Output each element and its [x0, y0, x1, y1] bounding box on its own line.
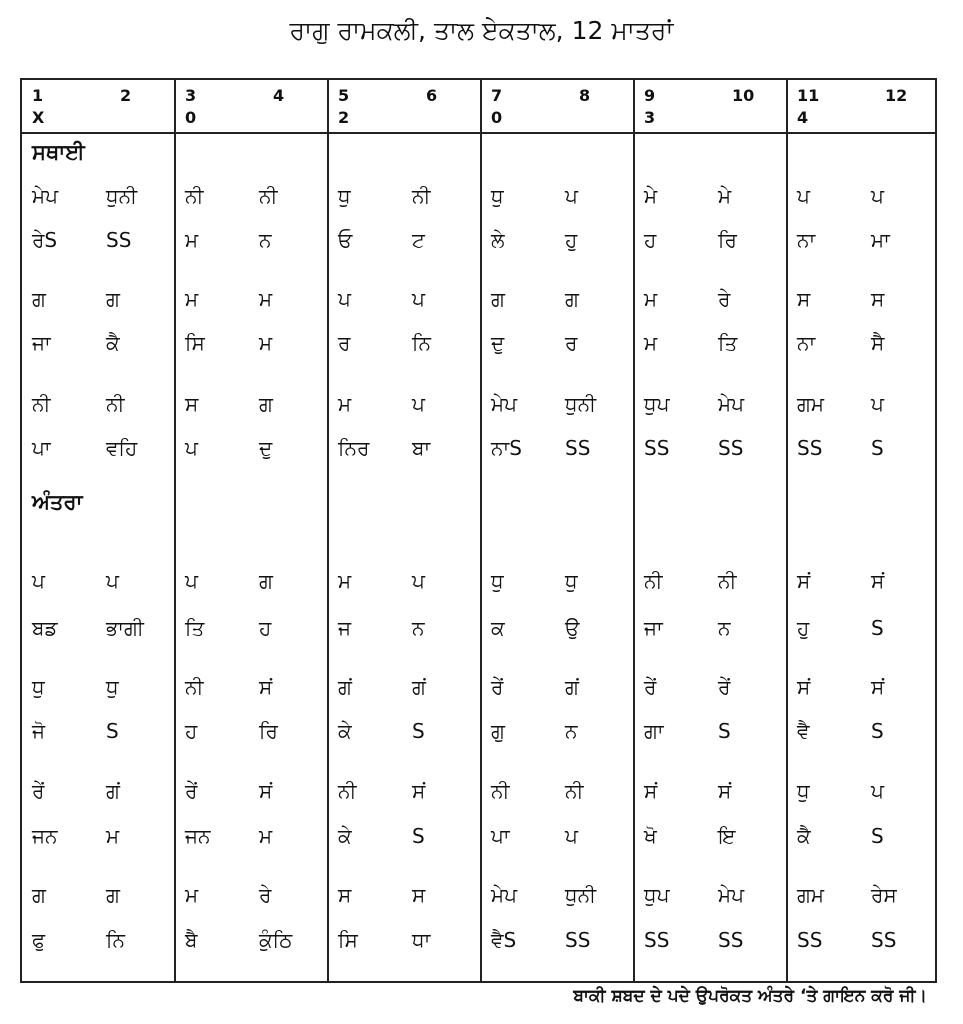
bol-cell: ਨਾ [797, 331, 816, 355]
swar-cell: ਸਂ [644, 779, 658, 803]
swar-cell: ਪ [412, 287, 425, 311]
swar-cell: ਸਂ [718, 779, 732, 803]
bol-cell: ਮ [259, 331, 273, 355]
bol-cell: ਜਨ [185, 824, 211, 848]
bol-cell: ਜਾ [644, 616, 663, 640]
bol-cell: ਨਿ [106, 928, 125, 952]
bol-cell: ਹ [259, 616, 272, 640]
taal-mark: 3 [644, 108, 656, 127]
bol-cell: ਨਾS [491, 436, 522, 460]
swar-cell: ਨੀ [412, 184, 431, 208]
taal-mark: 4 [797, 108, 809, 127]
bol-cell: SS [871, 928, 897, 952]
bol-cell: ਹੁ [797, 616, 810, 640]
bol-cell: ਵੈS [491, 928, 517, 952]
swar-cell: ਗ [491, 287, 505, 311]
swar-cell: ਰੇਂ [491, 675, 504, 699]
beat-number: 2 [120, 86, 132, 105]
swar-cell: ਮੇਪ [491, 392, 518, 416]
taal-mark: 2 [338, 108, 350, 127]
swar-cell: ਸਂ [259, 675, 273, 699]
bol-cell: ਜਾ [32, 331, 51, 355]
section-antra-label: ਅੰਤਰਾ [32, 490, 83, 514]
bol-cell: ਰਿ [718, 228, 737, 252]
bol-cell: ਫੁ [32, 928, 46, 952]
bol-cell: ਨ [259, 228, 272, 252]
swar-cell: ਧੁਨੀ [565, 392, 597, 416]
swar-cell: ਧੁਨੀ [106, 184, 138, 208]
swar-cell: ਗ [32, 287, 46, 311]
bol-cell: ਓ [338, 228, 353, 252]
beat-number: 3 [185, 86, 197, 105]
group-divider [786, 80, 788, 981]
bol-cell: ਕੇ [338, 824, 352, 848]
bol-cell: ਤਿ [185, 616, 205, 640]
swar-cell: ਸ [338, 883, 352, 907]
bol-cell: ਨਿਰ [338, 436, 370, 460]
swar-cell: ਸ [185, 392, 199, 416]
bol-cell: ਰੇS [32, 228, 58, 252]
swar-cell: ਗਮ [797, 392, 825, 416]
swar-cell: ਗਂ [106, 779, 120, 803]
swar-cell: ਨੀ [185, 184, 204, 208]
beat-number: 6 [426, 86, 438, 105]
bol-cell: ਹ [644, 228, 657, 252]
swar-cell: ਪ [32, 569, 45, 593]
bol-cell: ਨ [412, 616, 425, 640]
swar-cell: ਗਮ [797, 883, 825, 907]
swar-cell: ਨੀ [644, 569, 663, 593]
bol-cell: ਦੁ [259, 436, 273, 460]
swar-cell: ਗ [259, 392, 273, 416]
bol-cell: ਕ [491, 616, 505, 640]
swar-cell: ਮੇਪ [32, 184, 59, 208]
swar-cell: ਮ [644, 287, 658, 311]
swar-cell: ਨੀ [185, 675, 204, 699]
bol-cell: ਰਿ [259, 719, 278, 743]
swar-cell: ਗਂ [565, 675, 579, 699]
bol-cell: ਵੈ [797, 719, 810, 743]
swar-cell: ਪ [412, 569, 425, 593]
bol-cell: ਕੈ [106, 331, 120, 355]
swar-cell: ਪ [797, 184, 810, 208]
beat-number: 11 [797, 86, 820, 105]
footer-note: ਬਾਕੀ ਸ਼ਬਦ ਦੇ ਪਦੇ ਉਪਰੋਕਤ ਅੰਤਰੇ ‘ਤੇ ਗਾਇਨ ਕਰੋ ਜੀ। [573, 986, 927, 1006]
swar-cell: ਧੁ [491, 184, 504, 208]
bol-cell: ਇ [718, 824, 736, 848]
swar-cell: ਮੇਪ [491, 883, 518, 907]
swar-cell: ਪ [871, 392, 884, 416]
swar-cell: ਸਂ [797, 569, 811, 593]
bol-cell: ਰ [338, 331, 351, 355]
swar-cell: ਧੁਪ [644, 392, 670, 416]
header-divider [22, 132, 935, 134]
notation-table [20, 78, 937, 983]
bol-cell: ਮ [106, 824, 120, 848]
bol-cell: ਕੁੰਠਿ [259, 928, 293, 952]
beat-number: 7 [491, 86, 503, 105]
swar-cell: ਮੇਪ [718, 883, 745, 907]
bol-cell: S [718, 719, 731, 743]
bol-cell: ਮ [259, 824, 273, 848]
swar-cell: ਸਂ [871, 675, 885, 699]
swar-cell: ਸਂ [259, 779, 273, 803]
bol-cell: ਜਨ [32, 824, 58, 848]
bol-cell: ਜ [338, 616, 352, 640]
group-divider [174, 80, 176, 981]
swar-cell: ਗ [106, 287, 120, 311]
bol-cell: S [412, 719, 425, 743]
swar-cell: ਰੇ [259, 883, 272, 907]
bol-cell: ਧਾ [412, 928, 431, 952]
bol-cell: S [871, 616, 884, 640]
swar-cell: ਗ [106, 883, 120, 907]
swar-cell: ਮ [259, 287, 273, 311]
bol-cell: ਮਾ [871, 228, 890, 252]
swar-cell: ਸ [871, 287, 885, 311]
swar-cell: ਧੁ [106, 675, 119, 699]
swar-cell: ਮ [185, 883, 199, 907]
group-divider [327, 80, 329, 981]
bol-cell: ਨ [565, 719, 578, 743]
swar-cell: ਸਂ [797, 675, 811, 699]
bol-cell: SS [797, 436, 823, 460]
swar-cell: ਮੇਪ [718, 392, 745, 416]
bol-cell: ਜੋ [32, 719, 46, 743]
swar-cell: ਪ [871, 779, 884, 803]
bol-cell: SS [565, 928, 591, 952]
bol-cell: ਸੈ [871, 331, 885, 355]
bol-cell: ਟ [412, 228, 425, 252]
swar-cell: ਮ [338, 569, 352, 593]
bol-cell: ਪ [185, 436, 198, 460]
swar-cell: ਨੀ [32, 392, 51, 416]
swar-cell: ਰੇਂ [32, 779, 45, 803]
swar-cell: ਗਂ [338, 675, 352, 699]
group-divider [480, 80, 482, 981]
bol-cell: ਹ [185, 719, 198, 743]
bol-cell: ਮ [185, 228, 199, 252]
swar-cell: ਰੇਂ [185, 779, 198, 803]
bol-cell: ਗਾ [644, 719, 664, 743]
swar-cell: ਪ [338, 287, 351, 311]
bol-cell: ਬਡ [32, 616, 58, 640]
bol-cell: ਨਾ [797, 228, 816, 252]
swar-cell: ਪ [565, 184, 578, 208]
swar-cell: ਧੁ [338, 184, 351, 208]
bol-cell: S [871, 824, 884, 848]
bol-cell: ਪ [565, 824, 578, 848]
beat-number: 12 [885, 86, 908, 105]
swar-cell: ਨੀ [491, 779, 510, 803]
bol-cell: ਬੈ [185, 928, 198, 952]
bol-cell: ਸਿ [338, 928, 358, 952]
bol-cell: SS [644, 436, 670, 460]
swar-cell: ਸਂ [412, 779, 426, 803]
bol-cell: ਬਾ [412, 436, 431, 460]
swar-cell: ਰੇਸ [871, 883, 897, 907]
swar-cell: ਨੀ [106, 392, 125, 416]
swar-cell: ਮ [185, 287, 199, 311]
swar-cell: ਮੇ [644, 184, 658, 208]
bol-cell: ਤਿ [718, 331, 738, 355]
swar-cell: ਸ [412, 883, 426, 907]
swar-cell: ਨੀ [718, 569, 737, 593]
bol-cell: ਮ [644, 331, 658, 355]
beat-number: 9 [644, 86, 656, 105]
swar-cell: ਪ [185, 569, 198, 593]
swar-cell: ਰੇਂ [718, 675, 731, 699]
swar-cell: ਮ [338, 392, 352, 416]
beat-number: 8 [579, 86, 591, 105]
swar-cell: ਧੁਪ [644, 883, 670, 907]
section-sthayi-label: ਸਥਾਈ [32, 140, 85, 164]
swar-cell: ਨੀ [259, 184, 278, 208]
swar-cell: ਪ [871, 184, 884, 208]
beat-number: 4 [273, 86, 285, 105]
group-divider [633, 80, 635, 981]
bol-cell: ਦੁ [491, 331, 505, 355]
page-title: ਰਾਗੁ ਰਾਮਕਲੀ, ਤਾਲ ਏਕਤਾਲ, 12 ਮਾਤਰਾਂ [289, 16, 674, 45]
swar-cell: ਰੇਂ [644, 675, 657, 699]
bol-cell: SS [565, 436, 591, 460]
bol-cell: ਸਿ [185, 331, 205, 355]
bol-cell: ਵਹਿ [106, 436, 138, 460]
bol-cell: ਪਾ [491, 824, 510, 848]
swar-cell: ਸ [797, 287, 811, 311]
swar-cell: ਰੇ [718, 287, 731, 311]
swar-cell: ਗ [32, 883, 46, 907]
bol-cell: ਉ [565, 616, 580, 640]
swar-cell: ਮੇ [718, 184, 732, 208]
bol-cell: S [412, 824, 425, 848]
bol-cell: S [871, 436, 884, 460]
bol-cell: ਨ [718, 616, 731, 640]
bol-cell: ਕੈ [797, 824, 811, 848]
bol-cell: ਹੁ [565, 228, 578, 252]
bol-cell: S [871, 719, 884, 743]
swar-cell: ਧੁ [797, 779, 810, 803]
swar-cell: ਪ [106, 569, 119, 593]
swar-cell: ਧੁ [491, 569, 504, 593]
bol-cell: S [106, 719, 119, 743]
swar-cell: ਨੀ [338, 779, 357, 803]
swar-cell: ਗਂ [412, 675, 426, 699]
taal-mark: X [32, 108, 45, 127]
bol-cell: ਨਿ [412, 331, 431, 355]
bol-cell: SS [106, 228, 132, 252]
swar-cell: ਗ [259, 569, 273, 593]
bol-cell: SS [797, 928, 823, 952]
swar-cell: ਧੁਨੀ [565, 883, 597, 907]
beat-number: 10 [732, 86, 755, 105]
bol-cell: ਭਾਗੀ [106, 616, 144, 640]
bol-cell: SS [718, 928, 744, 952]
bol-cell: ਗੁ [491, 719, 505, 743]
bol-cell: ਲੇ [491, 228, 505, 252]
bol-cell: ਕੇ [338, 719, 352, 743]
bol-cell: ਖੋ [644, 824, 657, 848]
swar-cell: ਸਂ [871, 569, 885, 593]
bol-cell: ਰ [565, 331, 578, 355]
swar-cell: ਪ [412, 392, 425, 416]
swar-cell: ਧੁ [565, 569, 578, 593]
bol-cell: SS [644, 928, 670, 952]
swar-cell: ਗ [565, 287, 579, 311]
taal-mark: 0 [491, 108, 503, 127]
bol-cell: SS [718, 436, 744, 460]
swar-cell: ਧੁ [32, 675, 45, 699]
beat-number: 5 [338, 86, 350, 105]
swar-cell: ਨੀ [565, 779, 584, 803]
bol-cell: ਪਾ [32, 436, 51, 460]
beat-number: 1 [32, 86, 44, 105]
taal-mark: 0 [185, 108, 197, 127]
